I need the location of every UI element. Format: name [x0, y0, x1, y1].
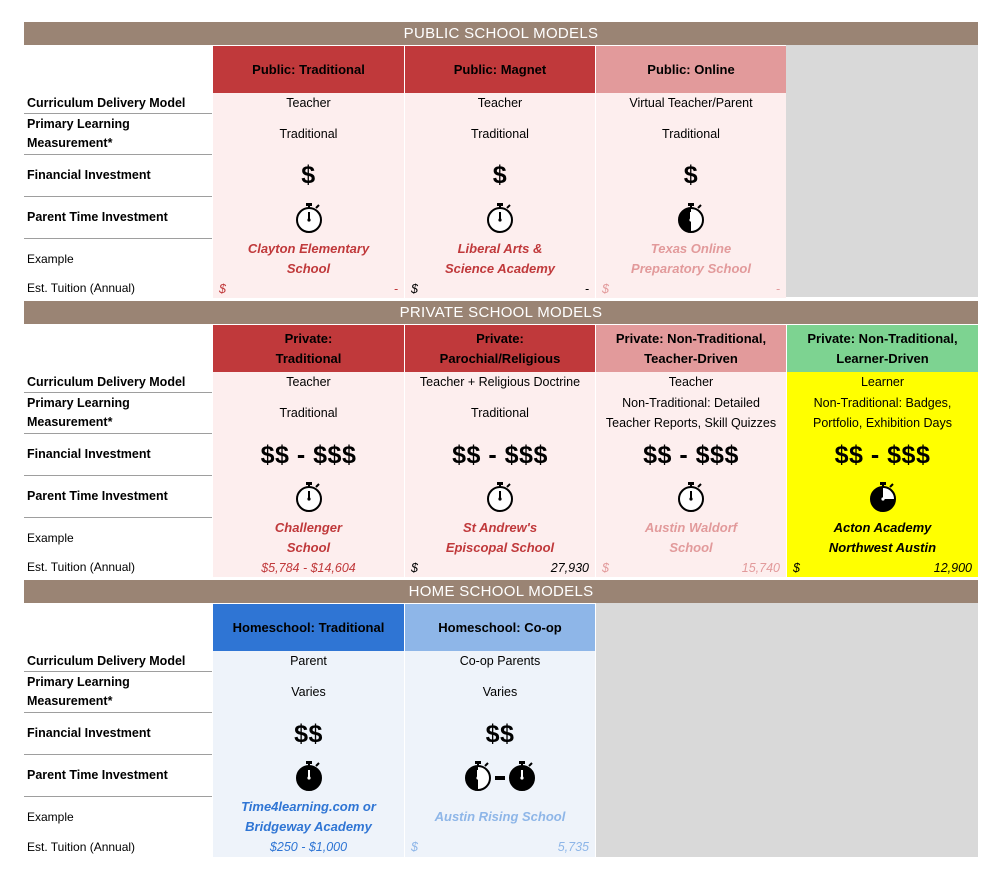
column-header: Public: Magnet: [405, 46, 595, 93]
measurement-cell: Traditional: [471, 406, 529, 420]
tuition-value: 12,900: [933, 560, 972, 575]
example-school: Clayton Elementary School: [247, 241, 370, 276]
financial-cell: $$: [485, 719, 515, 748]
stopwatch-full-icon: [507, 760, 537, 792]
label-measurement: Primary Learning Measurement*: [27, 117, 130, 150]
column-header: Private: Non-Traditional, Teacher-Driven: [596, 325, 786, 372]
financial-cell: $: [492, 161, 508, 189]
stopwatch-quarter-icon: [787, 476, 978, 517]
stopwatch-icon: [405, 197, 595, 238]
tuition-cell: $5,784 - $14,604: [261, 560, 356, 575]
stopwatch-range-icon: [405, 755, 595, 796]
column-header: Public: Online: [596, 46, 786, 93]
curriculum-cell: Teacher + Religious Doctrine: [419, 375, 581, 389]
example-school: St Andrew's Episcopal School: [445, 520, 555, 555]
stopwatch-half-icon: [596, 197, 786, 238]
tuition-cell: [596, 558, 786, 577]
tuition-cell: [787, 558, 978, 577]
stopwatch-half-icon: [463, 760, 493, 792]
measurement-cell: Varies: [291, 685, 326, 699]
dash-icon: [493, 760, 507, 792]
label-example: Example: [27, 809, 74, 824]
example-school: Time4learning.com or Bridgeway Academy: [241, 799, 376, 834]
tuition-value: 27,930: [550, 560, 589, 575]
measurement-cell: Varies: [482, 685, 518, 699]
label-parent-time: Parent Time Investment: [27, 210, 168, 224]
financial-cell: $$ - $$$: [834, 440, 931, 469]
label-curriculum: Curriculum Delivery Model: [27, 653, 186, 668]
curriculum-cell: Teacher: [286, 375, 331, 389]
measurement-cell: Non-Traditional: Detailed Teacher Reports, Skill Quizzes: [605, 396, 777, 430]
example-school: Texas Online Preparatory School: [631, 241, 751, 276]
financial-cell: $$ - $$$: [452, 440, 548, 469]
example-school: Austin Waldorf School: [644, 520, 738, 555]
measurement-cell: Traditional: [279, 406, 338, 420]
stopwatch-icon: [213, 197, 404, 238]
home-section-title: HOME SCHOOL MODELS: [24, 580, 978, 603]
curriculum-cell: Co-op Parents: [459, 654, 541, 668]
label-measurement: Primary Learning Measurement*: [27, 396, 130, 429]
label-curriculum: Curriculum Delivery Model: [27, 374, 186, 389]
tuition-currency: $: [793, 560, 800, 575]
tuition-value: -: [393, 281, 398, 296]
label-financial: Financial Investment: [27, 447, 151, 461]
stopwatch-icon: [213, 476, 404, 517]
curriculum-cell: Learner: [860, 375, 905, 389]
tuition-currency: $: [219, 281, 226, 296]
tuition-value: 5,735: [557, 840, 589, 854]
column-header: Public: Traditional: [213, 46, 404, 93]
label-financial: Financial Investment: [27, 726, 151, 740]
tuition-cell: [405, 837, 595, 857]
financial-cell: $: [683, 161, 699, 189]
tuition-value: 15,740: [741, 560, 780, 575]
stopwatch-full-icon: [213, 755, 404, 796]
label-tuition: Est. Tuition (Annual): [27, 560, 136, 574]
tuition-cell: [596, 279, 786, 298]
measurement-cell: Traditional: [471, 127, 529, 141]
label-measurement: Primary Learning Measurement*: [27, 675, 130, 708]
curriculum-cell: Virtual Teacher/Parent: [629, 96, 753, 110]
financial-cell: $$: [294, 719, 323, 748]
financial-cell: $: [301, 161, 316, 189]
curriculum-cell: Teacher: [286, 96, 331, 110]
curriculum-cell: Teacher: [668, 375, 714, 389]
financial-cell: $$ - $$$: [643, 440, 739, 469]
tuition-cell: $250 - $1,000: [269, 840, 348, 854]
label-parent-time: Parent Time Investment: [27, 489, 168, 503]
stopwatch-icon: [405, 476, 595, 517]
column-header: Private: Non-Traditional, Learner-Driven: [787, 325, 978, 372]
example-school: Challenger School: [274, 520, 343, 555]
example-school: Austin Rising School: [434, 809, 566, 824]
column-header: Homeschool: Traditional: [213, 604, 404, 651]
example-school: Liberal Arts & Science Academy: [444, 241, 556, 276]
column-header: Homeschool: Co-op: [405, 604, 595, 651]
empty-gray-area: [596, 603, 978, 857]
tuition-currency: $: [411, 281, 418, 296]
label-example: Example: [27, 530, 74, 545]
label-tuition: Est. Tuition (Annual): [27, 839, 136, 854]
stopwatch-icon: [596, 476, 786, 517]
curriculum-cell: Teacher: [477, 96, 523, 110]
label-tuition: Est. Tuition (Annual): [27, 281, 136, 295]
private-section-title: PRIVATE SCHOOL MODELS: [24, 301, 978, 324]
measurement-cell: Non-Traditional: Badges, Portfolio, Exhibition Days: [813, 396, 952, 430]
column-header: Private: Parochial/Religious: [405, 325, 595, 372]
curriculum-cell: Parent: [290, 654, 327, 668]
tuition-cell: [213, 279, 404, 298]
label-financial: Financial Investment: [27, 167, 151, 182]
label-curriculum: Curriculum Delivery Model: [27, 95, 186, 110]
tuition-currency: $: [602, 281, 609, 296]
empty-gray-area: [786, 45, 978, 297]
tuition-currency: $: [411, 560, 418, 575]
public-section-title: PUBLIC SCHOOL MODELS: [24, 22, 978, 45]
label-example: Example: [27, 251, 74, 266]
example-school: Acton Academy Northwest Austin: [828, 520, 937, 555]
tuition-cell: [405, 558, 595, 577]
financial-cell: $$ - $$$: [260, 440, 357, 469]
tuition-value: -: [584, 281, 589, 296]
tuition-cell: [405, 279, 595, 298]
label-parent-time: Parent Time Investment: [27, 768, 168, 782]
tuition-currency: $: [602, 560, 609, 575]
tuition-value: -: [775, 281, 780, 296]
tuition-currency: $: [411, 840, 418, 854]
measurement-cell: Traditional: [662, 127, 720, 141]
column-header: Private: Traditional: [213, 325, 404, 372]
measurement-cell: Traditional: [279, 127, 338, 141]
